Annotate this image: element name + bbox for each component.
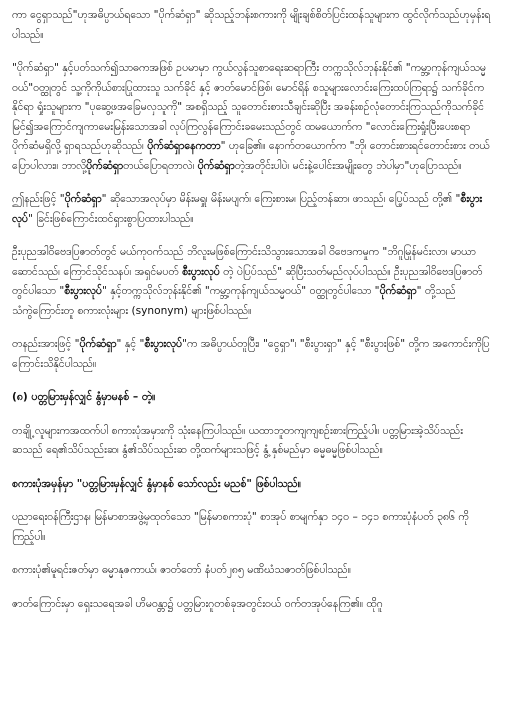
text-run: " နှင့်တက္ကသိုလ်ဘုန်းနိုင်၏ "ကမ္ဘာ့ကုန်ကျယ်သမ္မဝယ်" ဝတ္ထုတွင်ပါသော " — [101, 285, 380, 297]
paragraph — [12, 595, 493, 615]
text-run: စကားပုံ၏မူရင်းဇတ်မှာ ဓမ္မာနုဇကာယ်၊ ဇာတ်တော် နံပတ်၂၈၅ မဏိဃံသဇာတ်ဖြစ်ပါသည်။ — [12, 564, 351, 576]
paragraph — [12, 243, 493, 321]
text-run: "က အဓိပ္ပာယ်တူပြီး၊ "ငွေရှာ"၊ "စီးပွားရှာ" နှင့် "စီးပွားဖြစ်" တို့က အကောင်းကိုပြကြောင်းသိနိုင်ပါသည်။ — [12, 338, 490, 370]
bold-text: ပိုက်ဆံရှာ — [86, 159, 124, 172]
bold-text: ပိုက်ဆံရှာနေကတာ — [147, 140, 221, 152]
bold-text: ပိုက်ဆံရှာ — [379, 285, 417, 297]
paragraph — [12, 388, 493, 408]
text-run: ပညာရေးဝန်ကြီးဌာန၊ မြန်မာစာအဖွဲ့မှထုတ်သော "မြန်မာစကားပုံ" စာအုပ် စာမျက်နှာ ၁၄၀ – ၁၄၁ စကားပုံနံပတ် ၃၈၆ ကိုကြည့်ပါ။ — [12, 511, 469, 543]
text-run: "ပိုက်ဆံရှာ" နှင့်ပတ်သက်၍သာဓကအဖြစ် ဥပမာမှာ ကွယ်လွန်သူစာရေးဆရာကြီး တက္ကသိုလ်ဘုန်းနိုင်၏ "ကမ္ဘာ့ကုန်ကျယ်သမ္မဝယ်"ဝတ္ထုတွင် သူ့ကိုကိုယ်စားပြုထားသူ သက်ခိုင် နှင့် ဇာတ်မောင်ဖြစ်၊ မောင်ရိန် စသူများလောင်းကြေးထပ်ကြရာ၌ သက်ခိုင်ကနိုင်ရာ ရှုံးသူများက "ပုဆွေ့ဖအခြေမလှသူကို" အစရှိသည့် သူတောင်းစားသီချင်းဆိုပြီး အခန်းစဉ်လုံတောင်းကြသည်ကိုသက်ခိုင်မြင်၍အကြောင်ကျကာမေးမြန်းသောအခါ လုပ်ကြလွန်ကြောင်းခမေးသည်တွင် ထမယောက်က "လောင်းကြေးရှုံးပြီးပေးစရာပိုက်ဆံမရှိလို့ ရှာရသည်ဟုဆိုသည်၊ — [12, 62, 486, 152]
text-run: တဲ့အတိုင်းပါပဲ၊ မင်းနဲ့ပေါင်းအမျိုးတွေ ဘဲပါမှာ"ဟုပြောသည်။ — [234, 159, 462, 172]
paragraph — [12, 59, 493, 176]
paragraph — [12, 422, 493, 461]
paragraph — [12, 6, 493, 45]
bold-text: စီးပွားလုပ် — [182, 265, 220, 278]
text-run: တနည်းအားဖြင့် " — [12, 338, 80, 350]
text-run: " ခြင်းဖြစ်ကြောင်းထင်ရှားစွာပြထားပါသည်။ — [27, 212, 194, 225]
text-run: ကာ ငွေရှာသည်"ဟုအဓိပ္ပာယ်ရသော "ပိုက်ဆံရှာ" ဆိုသည့်ဘန်းစကားကို မျိုးချစ်စိတ်ပြင်းထန်သူများက ထွင်လိုက်သည်ဟုမှန်းရပါသည်။ — [12, 9, 491, 41]
bold-text: စကားပုံအမှန်မှာ "ပတ္တမြားမှန်လျှင် နွံမှာနစ် သော်လည်း မညစ်" ဖြစ်ပါသည်။ — [12, 477, 301, 490]
bold-text: စီးပွားလုပ် — [144, 338, 183, 350]
paragraph — [12, 475, 493, 495]
bold-text: စီးပွားလုပ် — [64, 285, 102, 297]
paragraph — [12, 561, 493, 581]
paragraph — [12, 508, 493, 547]
text-run: ဤနည်းဖြင့် " — [12, 193, 65, 205]
bold-text: ပိုက်ဆံရှာ — [79, 338, 117, 350]
paragraph — [12, 190, 493, 229]
bold-text: (၈) ပတ္တမြားမှန်လျှင် နွံမှာမနစ် – တဲ့။ — [12, 391, 156, 403]
text-run: တဲ့ ပဲပြပ်သည်" ဆိုပြီးသတ်မည်လုပ်ပါသည်။ ဦးပုညအါဝိဗေဒပြဇာတ်တွင်ပါသော " — [12, 265, 483, 297]
text-run: " တို့သည် သံကွဲကြောင်းတူ စကားလုံးများ (synonym) များဖြစ်ပါသည်။ — [12, 285, 456, 317]
text-run: " ဆိုသောအလုပ်မှာ မိန်းမရှူ၊ မိန်းမပျက်၊ ကြေးစားမ၊ ပြည့်တန်ဆာ၊ ဖာသည်၊ ပြေ့ပ်သည် တို့၏ " — [101, 193, 461, 205]
bold-text: ပိုက်ဆံရှာ — [64, 193, 102, 205]
bold-text: ပိုက်ဆံရှာ — [197, 159, 235, 172]
text-run: တယ်ပြောရတာလဲ၊ — [123, 159, 198, 172]
text-run: " ဟုခြေ၏။ နောက်တယောက်က "ဘို၊ တောင်းစားရင်တောင်းစား တယ်ပြောပါလား။ ဘာလို့ — [12, 140, 490, 172]
bold-text: စီးပွားလုပ် — [12, 193, 483, 225]
text-run: တချို့ လူများကအထက်ပါ စကားပုံအမှားကို သုံးနေကြပါသည်။ ယထာဘူတကျကျစဉ်းစားကြည့်ပါ။ ပတ္တမြားအဲ့သိပ်သည်းဆသည် ရေ၏သိပ်သည်းဆ၊ နွံ၏သိပ်သည်းဆ တို့ထက်များသဖြင့် နွံ့ နှစ်မည်မှာ ဓမ္မဓမ္မဖြစ်ပါသည်။ — [12, 424, 463, 456]
text-run: " နှင့် " — [116, 338, 145, 350]
text-run: ဦးပုညအါဝိဗေဒပြဇာတ်တွင် မယ်ကုဝက်သည် ဘိလူးမဖြစ်ကြောင်းသိသွားသောအခါ ဝိဗေဒကမှုက "ဘိဂူမြုန်မင်းလာ၊ မာယာဆောင်သည်၊ ကြောင်သိုင်သနပ်၊ အရှင်မပတ် — [12, 246, 476, 278]
paragraph — [12, 335, 493, 374]
text-run: ဇာတ်ကြောင်းမှာ ရှေးသရေအခါ ဟိမဝန္တာ၌ ပတ္တမြားဂူတစ်ခုအတွင်းဝယ် ဝက်တအုပ်နေကြ၏။ ထိုဂူ — [12, 597, 383, 610]
